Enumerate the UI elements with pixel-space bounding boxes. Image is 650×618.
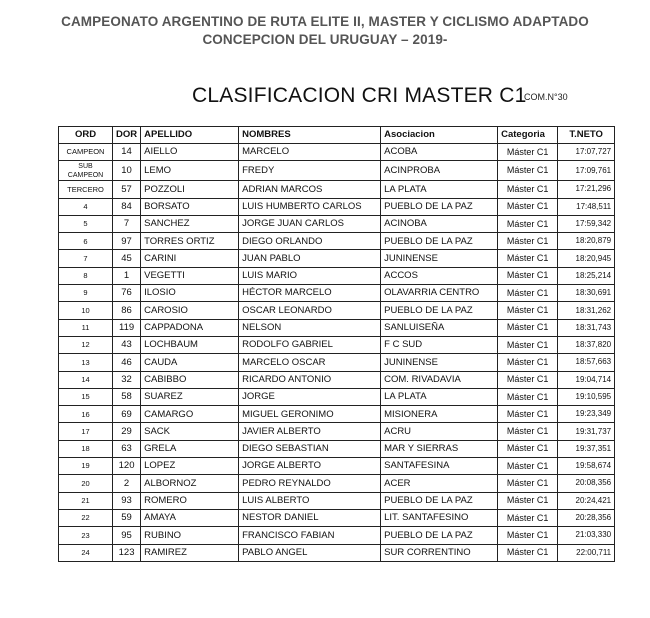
cell-dor: 97: [113, 233, 141, 250]
cell-ord: 23: [59, 527, 113, 544]
communique-number: COM.N°30: [524, 92, 568, 102]
cell-tneto: 19:31,737: [558, 423, 615, 440]
table-row: [59, 475, 615, 492]
cell-tneto: 18:31,262: [558, 302, 615, 319]
cell-dor: 46: [113, 354, 141, 371]
table-row: [59, 492, 615, 509]
cell-dor: 2: [113, 475, 141, 492]
cell-apellido: ILOSIO: [141, 285, 239, 302]
cell-nombres: FREDY: [239, 161, 381, 181]
cell-categoria: Máster C1: [498, 544, 558, 561]
col-header-nombres: NOMBRES: [239, 127, 381, 144]
cell-nombres: DIEGO ORLANDO: [239, 233, 381, 250]
cell-nombres: FRANCISCO FABIAN: [239, 527, 381, 544]
cell-dor: 69: [113, 406, 141, 423]
cell-apellido: TORRES ORTIZ: [141, 233, 239, 250]
col-header-apellido: APELLIDO: [141, 127, 239, 144]
cell-dor: 32: [113, 371, 141, 388]
cell-tneto: 19:04,714: [558, 371, 615, 388]
cell-apellido: AIELLO: [141, 144, 239, 161]
cell-categoria: Máster C1: [498, 354, 558, 371]
cell-ord: 17: [59, 423, 113, 440]
cell-categoria: Máster C1: [498, 475, 558, 492]
cell-dor: 76: [113, 285, 141, 302]
cell-asociacion: OLAVARRIA CENTRO: [381, 285, 498, 302]
cell-apellido: BORSATO: [141, 198, 239, 215]
cell-nombres: MARCELO OSCAR: [239, 354, 381, 371]
cell-asociacion: SANTAFESINA: [381, 458, 498, 475]
cell-dor: 119: [113, 319, 141, 336]
cell-categoria: Máster C1: [498, 527, 558, 544]
table-row: [59, 198, 615, 215]
cell-tneto: 17:59,342: [558, 215, 615, 232]
cell-nombres: JORGE JUAN CARLOS: [239, 215, 381, 232]
table-row: [59, 336, 615, 353]
cell-dor: 84: [113, 198, 141, 215]
cell-nombres: ADRIAN MARCOS: [239, 181, 381, 198]
cell-categoria: Máster C1: [498, 440, 558, 457]
cell-tneto: 20:24,421: [558, 492, 615, 509]
cell-nombres: LUIS HUMBERTO CARLOS: [239, 198, 381, 215]
cell-nombres: HÉCTOR MARCELO: [239, 285, 381, 302]
cell-apellido: ALBORNOZ: [141, 475, 239, 492]
cell-ord: 22: [59, 509, 113, 526]
table-row: [59, 285, 615, 302]
table-row: [59, 509, 615, 526]
cell-tneto: 17:07,727: [558, 144, 615, 161]
cell-categoria: Máster C1: [498, 215, 558, 232]
cell-asociacion: MISIONERA: [381, 406, 498, 423]
cell-ord: 10: [59, 302, 113, 319]
cell-asociacion: LA PLATA: [381, 181, 498, 198]
cell-categoria: Máster C1: [498, 388, 558, 405]
cell-tneto: 20:08,356: [558, 475, 615, 492]
cell-nombres: JUAN PABLO: [239, 250, 381, 267]
cell-asociacion: COM. RIVADAVIA: [381, 371, 498, 388]
cell-ord: 6: [59, 233, 113, 250]
cell-tneto: 18:31,743: [558, 319, 615, 336]
cell-nombres: JAVIER ALBERTO: [239, 423, 381, 440]
cell-apellido: SUAREZ: [141, 388, 239, 405]
cell-asociacion: JUNINENSE: [381, 354, 498, 371]
cell-ord: 24: [59, 544, 113, 561]
cell-dor: 59: [113, 509, 141, 526]
col-header-categoria: Categoria: [498, 127, 558, 144]
cell-apellido: CAPPADONA: [141, 319, 239, 336]
cell-categoria: Máster C1: [498, 285, 558, 302]
cell-tneto: 21:03,330: [558, 527, 615, 544]
cell-apellido: CABIBBO: [141, 371, 239, 388]
cell-tneto: 18:25,214: [558, 267, 615, 284]
table-row: [59, 423, 615, 440]
cell-nombres: OSCAR LEONARDO: [239, 302, 381, 319]
cell-nombres: JORGE ALBERTO: [239, 458, 381, 475]
table-row: [59, 544, 615, 561]
table-row: [59, 406, 615, 423]
cell-nombres: LUIS MARIO: [239, 267, 381, 284]
cell-dor: 86: [113, 302, 141, 319]
cell-tneto: 17:21,296: [558, 181, 615, 198]
cell-dor: 120: [113, 458, 141, 475]
cell-categoria: Máster C1: [498, 336, 558, 353]
table-row: [59, 144, 615, 161]
table-row: [59, 527, 615, 544]
cell-ord: 14: [59, 371, 113, 388]
cell-ord: 15: [59, 388, 113, 405]
cell-categoria: Máster C1: [498, 144, 558, 161]
cell-apellido: SANCHEZ: [141, 215, 239, 232]
table-row: [59, 250, 615, 267]
cell-asociacion: SUR CORRENTINO: [381, 544, 498, 561]
cell-tneto: 19:37,351: [558, 440, 615, 457]
cell-asociacion: LIT. SANTAFESINO: [381, 509, 498, 526]
cell-dor: 7: [113, 215, 141, 232]
cell-categoria: Máster C1: [498, 267, 558, 284]
cell-tneto: 18:20,879: [558, 233, 615, 250]
cell-nombres: RODOLFO GABRIEL: [239, 336, 381, 353]
cell-categoria: Máster C1: [498, 492, 558, 509]
cell-ord: 4: [59, 198, 113, 215]
cell-asociacion: PUEBLO DE LA PAZ: [381, 527, 498, 544]
cell-asociacion: PUEBLO DE LA PAZ: [381, 198, 498, 215]
cell-categoria: Máster C1: [498, 423, 558, 440]
col-header-asociacion: Asociacion: [381, 127, 498, 144]
cell-apellido: CAROSIO: [141, 302, 239, 319]
cell-apellido: RUBINO: [141, 527, 239, 544]
cell-apellido: RAMIREZ: [141, 544, 239, 561]
cell-asociacion: ACRU: [381, 423, 498, 440]
col-header-ord: ORD: [59, 127, 113, 144]
cell-ord: SUB CAMPEON: [59, 161, 113, 181]
cell-dor: 29: [113, 423, 141, 440]
cell-ord: CAMPEON: [59, 144, 113, 161]
cell-apellido: ROMERO: [141, 492, 239, 509]
cell-asociacion: ACCOS: [381, 267, 498, 284]
cell-categoria: Máster C1: [498, 233, 558, 250]
table-header-row: [59, 127, 615, 144]
cell-apellido: CAUDA: [141, 354, 239, 371]
table-row: [59, 181, 615, 198]
cell-dor: 57: [113, 181, 141, 198]
cell-asociacion: ACINPROBA: [381, 161, 498, 181]
cell-ord: 9: [59, 285, 113, 302]
cell-tneto: 18:30,691: [558, 285, 615, 302]
cell-asociacion: MAR Y SIERRAS: [381, 440, 498, 457]
cell-tneto: 18:20,945: [558, 250, 615, 267]
table-row: [59, 440, 615, 457]
table-row: [59, 354, 615, 371]
cell-nombres: JORGE: [239, 388, 381, 405]
cell-nombres: PEDRO REYNALDO: [239, 475, 381, 492]
classification-title: CLASIFICACION CRI MASTER C1: [192, 84, 527, 107]
cell-tneto: 18:57,663: [558, 354, 615, 371]
results-table: [58, 126, 615, 562]
cell-dor: 93: [113, 492, 141, 509]
cell-asociacion: LA PLATA: [381, 388, 498, 405]
cell-nombres: MARCELO: [239, 144, 381, 161]
cell-ord: 21: [59, 492, 113, 509]
cell-asociacion: JUNINENSE: [381, 250, 498, 267]
cell-apellido: GRELA: [141, 440, 239, 457]
col-header-dor: DOR: [113, 127, 141, 144]
cell-apellido: LEMO: [141, 161, 239, 181]
cell-tneto: 17:09,761: [558, 161, 615, 181]
cell-ord: 20: [59, 475, 113, 492]
cell-dor: 43: [113, 336, 141, 353]
cell-nombres: PABLO ANGEL: [239, 544, 381, 561]
cell-categoria: Máster C1: [498, 509, 558, 526]
cell-asociacion: ACOBA: [381, 144, 498, 161]
cell-tneto: 17:48,511: [558, 198, 615, 215]
cell-categoria: Máster C1: [498, 181, 558, 198]
cell-apellido: AMAYA: [141, 509, 239, 526]
cell-tneto: 19:58,674: [558, 458, 615, 475]
event-location-year: CONCEPCION DEL URUGUAY – 2019-: [202, 32, 448, 47]
cell-asociacion: F C SUD: [381, 336, 498, 353]
cell-categoria: Máster C1: [498, 319, 558, 336]
cell-ord: 5: [59, 215, 113, 232]
cell-apellido: LOCHBAUM: [141, 336, 239, 353]
cell-nombres: NELSON: [239, 319, 381, 336]
cell-dor: 123: [113, 544, 141, 561]
table-row: [59, 458, 615, 475]
cell-ord: 8: [59, 267, 113, 284]
cell-tneto: 20:28,356: [558, 509, 615, 526]
table-row: [59, 215, 615, 232]
cell-nombres: MIGUEL GERONIMO: [239, 406, 381, 423]
cell-categoria: Máster C1: [498, 458, 558, 475]
cell-dor: 63: [113, 440, 141, 457]
cell-ord: 16: [59, 406, 113, 423]
table-row: [59, 267, 615, 284]
table-row: [59, 302, 615, 319]
cell-dor: 95: [113, 527, 141, 544]
cell-ord: TERCERO: [59, 181, 113, 198]
table-row: [59, 388, 615, 405]
cell-apellido: SACK: [141, 423, 239, 440]
cell-categoria: Máster C1: [498, 198, 558, 215]
cell-categoria: Máster C1: [498, 371, 558, 388]
cell-nombres: NESTOR DANIEL: [239, 509, 381, 526]
cell-apellido: VEGETTI: [141, 267, 239, 284]
col-header-tneto: T.NETO: [558, 127, 615, 144]
cell-asociacion: PUEBLO DE LA PAZ: [381, 233, 498, 250]
cell-nombres: RICARDO ANTONIO: [239, 371, 381, 388]
cell-apellido: CARINI: [141, 250, 239, 267]
cell-nombres: LUIS ALBERTO: [239, 492, 381, 509]
cell-ord: 7: [59, 250, 113, 267]
cell-nombres: DIEGO SEBASTIAN: [239, 440, 381, 457]
cell-categoria: Máster C1: [498, 406, 558, 423]
cell-dor: 45: [113, 250, 141, 267]
cell-apellido: LOPEZ: [141, 458, 239, 475]
table-row: [59, 319, 615, 336]
cell-ord: 12: [59, 336, 113, 353]
cell-tneto: 19:23,349: [558, 406, 615, 423]
cell-dor: 14: [113, 144, 141, 161]
cell-tneto: 22:00,711: [558, 544, 615, 561]
cell-asociacion: ACER: [381, 475, 498, 492]
cell-ord: 11: [59, 319, 113, 336]
cell-tneto: 19:10,595: [558, 388, 615, 405]
cell-tneto: 18:37,820: [558, 336, 615, 353]
cell-categoria: Máster C1: [498, 161, 558, 181]
cell-categoria: Máster C1: [498, 302, 558, 319]
cell-categoria: Máster C1: [498, 250, 558, 267]
cell-apellido: POZZOLI: [141, 181, 239, 198]
cell-dor: 10: [113, 161, 141, 181]
cell-ord: 19: [59, 458, 113, 475]
table-row: [59, 371, 615, 388]
cell-asociacion: PUEBLO DE LA PAZ: [381, 492, 498, 509]
cell-apellido: CAMARGO: [141, 406, 239, 423]
cell-asociacion: PUEBLO DE LA PAZ: [381, 302, 498, 319]
cell-ord: 18: [59, 440, 113, 457]
cell-dor: 1: [113, 267, 141, 284]
table-row: [59, 161, 615, 181]
championship-title: CAMPEONATO ARGENTINO DE RUTA ELITE II, MASTER Y CICLISMO ADAPTADO: [61, 14, 589, 29]
cell-ord: 13: [59, 354, 113, 371]
table-row: [59, 233, 615, 250]
cell-asociacion: SANLUISEÑA: [381, 319, 498, 336]
cell-dor: 58: [113, 388, 141, 405]
cell-asociacion: ACINOBA: [381, 215, 498, 232]
